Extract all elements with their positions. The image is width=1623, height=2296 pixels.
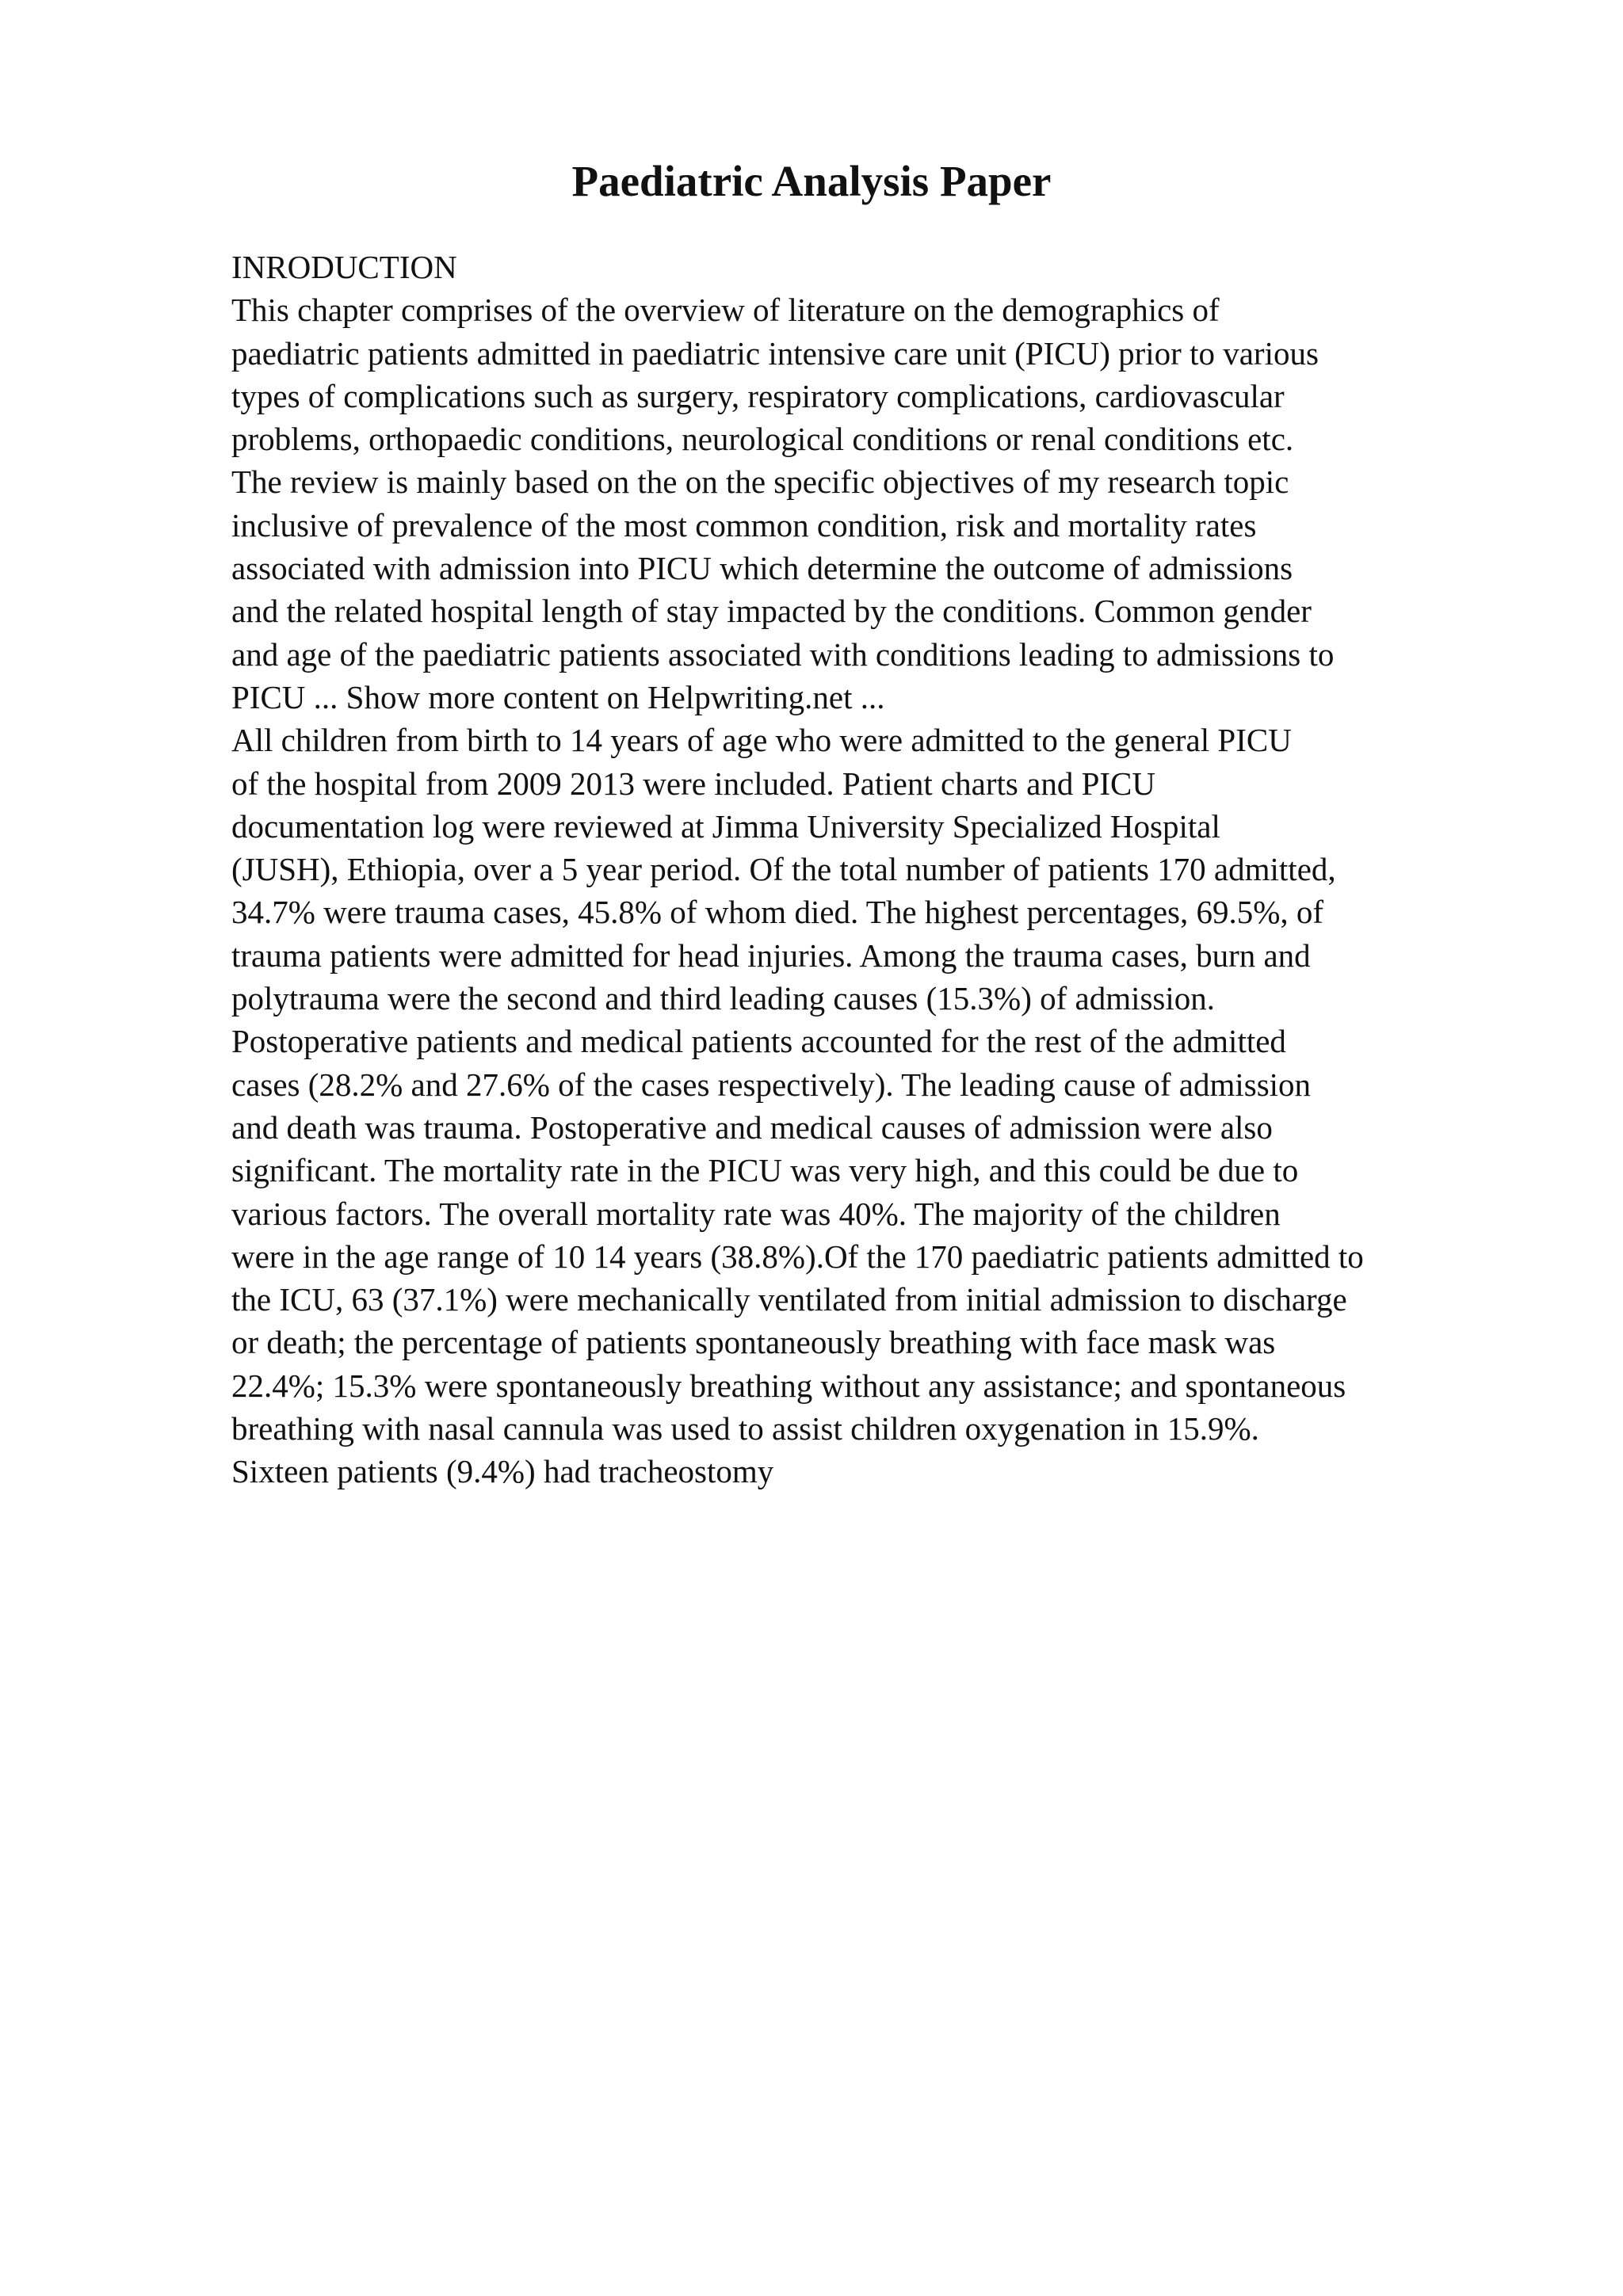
body-line: Postoperative patients and medical patients accounted for the rest of the admitted (231, 1023, 1286, 1060)
body-line: cases (28.2% and 27.6% of the cases respectively). The leading cause of admission (231, 1066, 1312, 1103)
body-line: 34.7% were trauma cases, 45.8% of whom died. The highest percentages, 69.5%, of (231, 894, 1324, 931)
body-line: and age of the paediatric patients associated with conditions leading to admissions to (231, 635, 1335, 673)
body-line: associated with admission into PICU which determine the outcome of admissions (231, 550, 1293, 587)
body-line: PICU ... Show more content on Helpwriting.net ... (231, 678, 885, 715)
body-line: were in the age range of 10 14 years (38.8%).Of the 170 paediatric patients admitted to (231, 1238, 1364, 1275)
body-line: significant. The mortality rate in the PICU was very high, and this could be due to (231, 1152, 1299, 1189)
body-line: breathing with nasal cannula was used to assist children oxygenation in 15.9%. (231, 1410, 1259, 1447)
body-line: inclusive of prevalence of the most common condition, risk and mortality rates (231, 506, 1257, 543)
section-heading: INRODUCTION (231, 249, 457, 285)
body-line: Sixteen patients (9.4%) had tracheostomy (231, 1453, 774, 1490)
body-line: problems, orthopaedic conditions, neurological conditions or renal conditions etc. (231, 421, 1294, 458)
body-line: 22.4%; 15.3% were spontaneously breathing without any assistance; and spontaneous (231, 1367, 1346, 1404)
document-body (231, 246, 1539, 1493)
body-line: paediatric patients admitted in paediatric intensive care unit (PICU) prior to various (231, 334, 1319, 372)
body-line: of the hospital from 2009 2013 were included. Patient charts and PICU (231, 765, 1155, 802)
body-line: All children from birth to 14 years of age who were admitted to the general PICU (231, 722, 1292, 759)
body-line: The review is mainly based on the on the specific objectives of my research topic (231, 463, 1289, 501)
body-line: This chapter comprises of the overview of literature on the demographics of (231, 292, 1220, 329)
document-title: Paediatric Analysis Paper (571, 157, 1052, 205)
body-line: and death was trauma. Postoperative and medical causes of admission were also (231, 1108, 1273, 1146)
body-line: and the related hospital length of stay impacted by the conditions. Common gender (231, 593, 1312, 630)
body-line: (JUSH), Ethiopia, over a 5 year period. Of the total number of patients 170 admitted, (231, 851, 1336, 888)
body-line: various factors. The overall mortality rate was 40%. The majority of the children (231, 1195, 1281, 1232)
body-line: trauma patients were admitted for head injuries. Among the trauma cases, burn and (231, 936, 1311, 974)
body-line: the ICU, 63 (37.1%) were mechanically ventilated from initial admission to discharge (231, 1281, 1347, 1318)
body-line: types of complications such as surgery, respiratory complications, cardiovascular (231, 377, 1285, 414)
body-line: or death; the percentage of patients spontaneously breathing with face mask was (231, 1324, 1276, 1361)
body-line: documentation log were reviewed at Jimma University Specialized Hospital (231, 807, 1220, 845)
body-line: polytrauma were the second and third leading causes (15.3%) of admission. (231, 980, 1216, 1017)
